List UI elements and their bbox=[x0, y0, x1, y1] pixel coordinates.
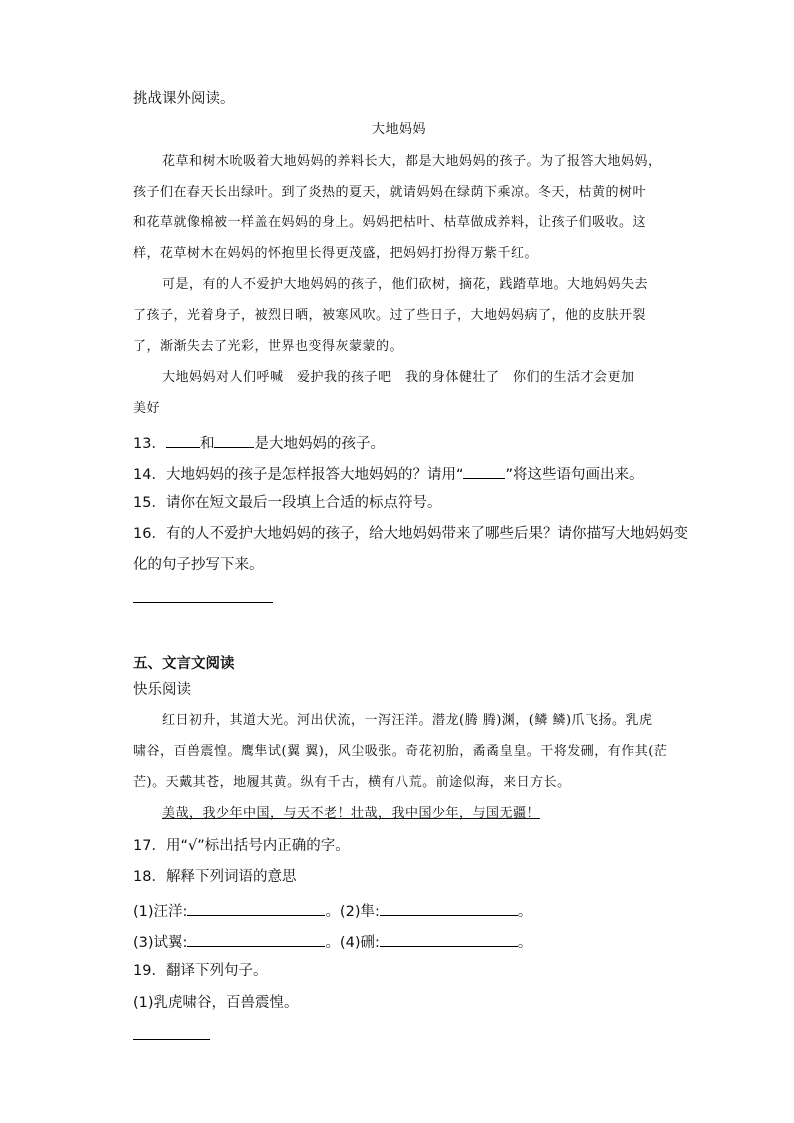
passage-line: 美好 bbox=[133, 401, 161, 416]
answer-blank[interactable] bbox=[187, 902, 325, 916]
answer-blank[interactable] bbox=[187, 933, 325, 947]
answer-line-q16[interactable] bbox=[133, 602, 273, 603]
passage-line: 大地妈妈对人们呼喊 爱护我的孩子吧 我的身体健壮了 你们的生活才会更加 bbox=[162, 370, 635, 385]
question-15: 15．请你在短文最后一段填上合适的标点符号。 bbox=[133, 495, 442, 511]
question-17: 17．用“√”标出括号内正确的字。 bbox=[133, 838, 350, 854]
passage-title: 大地妈妈 bbox=[372, 122, 427, 137]
classical-line: 芒)。天戴其苍，地履其黄。纵有千古，横有八荒。前途似海，来日方长。 bbox=[133, 775, 571, 790]
intro-line: 挑战课外阅读。 bbox=[133, 91, 235, 107]
passage-line: 可是，有的人不爱护大地妈妈的孩子，他们砍树，摘花，践踏草地。大地妈妈失去 bbox=[162, 277, 649, 292]
answer-blank[interactable] bbox=[166, 434, 200, 448]
q16-line: 16．有的人不爱护大地妈妈的孩子，给大地妈妈带来了哪些后果？请你描写大地妈妈变 bbox=[133, 526, 688, 542]
classical-line: 啸谷，百兽震惶。鹰隼试(翼 翼)，风尘吸张。奇花初胎，矞矞皇皇。干将发硎，有作其(茫 bbox=[133, 744, 668, 759]
q18-item-1: (1)汪洋: bbox=[133, 904, 188, 920]
classical-underlined-line: 美哉，我少年中国，与天不老！壮哉，我中国少年，与国无疆！ bbox=[162, 806, 541, 821]
question-18-row-1 bbox=[133, 902, 532, 920]
q18-item-2: 。(2)隼: bbox=[325, 904, 380, 920]
q13-number: 13． bbox=[133, 436, 166, 452]
passage-line: 了孩子，光着身子，被烈日晒，被寒风吹。过了些日子，大地妈妈病了，他的皮肤开裂 bbox=[133, 308, 647, 323]
q18-end: 。 bbox=[517, 904, 533, 920]
question-18-row-2 bbox=[133, 933, 532, 951]
q18-item-3: (3)试翼: bbox=[133, 935, 188, 951]
answer-line-q19[interactable] bbox=[133, 1039, 210, 1040]
q16-line: 化的句子抄写下来。 bbox=[133, 557, 264, 573]
passage-line: 花草和树木吮吸着大地妈妈的养料长大，都是大地妈妈的孩子。为了报答大地妈妈， bbox=[162, 154, 662, 169]
answer-blank[interactable] bbox=[214, 434, 254, 448]
q18-end: 。 bbox=[517, 935, 533, 951]
underline-symbol bbox=[463, 465, 505, 479]
passage-line: 孩子们在春天长出绿叶。到了炎热的夏天，就请妈妈在绿荫下乘凉。冬天，枯黄的树叶 bbox=[133, 185, 647, 200]
question-19: 19．翻译下列句子。 bbox=[133, 963, 268, 979]
q18-item-4: 。(4)硎: bbox=[325, 935, 380, 951]
section-heading: 五、文言文阅读 bbox=[133, 656, 235, 672]
question-18: 18．解释下列词语的意思 bbox=[133, 869, 297, 885]
q14-text-a: 14．大地妈妈的孩子是怎样报答大地妈妈的？请用“ bbox=[133, 467, 464, 483]
passage-line: 了，渐渐失去了光彩，世界也变得灰蒙蒙的。 bbox=[133, 339, 404, 354]
classical-line: 红日初升，其道大光。河出伏流，一泻汪洋。潜龙(腾 腾)渊，(鳞 鳞)爪飞扬。乳虎 bbox=[162, 713, 653, 728]
section-subheading: 快乐阅读 bbox=[133, 682, 191, 698]
answer-blank[interactable] bbox=[380, 933, 518, 947]
q14-text-b: ”将这些语句画出来。 bbox=[505, 467, 644, 483]
passage-line: 和花草就像棉被一样盖在妈妈的身上。妈妈把枯叶、枯草做成养料，让孩子们吸收。这 bbox=[133, 215, 647, 230]
q13-mid: 和 bbox=[199, 436, 215, 452]
question-14 bbox=[133, 465, 643, 483]
q13-end: 是大地妈妈的孩子。 bbox=[254, 436, 385, 452]
answer-blank[interactable] bbox=[380, 902, 518, 916]
question-13 bbox=[133, 434, 385, 452]
passage-line: 样，花草树木在妈妈的怀抱里长得更茂盛，把妈妈打扮得万紫千红。 bbox=[133, 246, 539, 261]
question-19-item-1: (1)乳虎啸谷，百兽震惶。 bbox=[133, 995, 299, 1011]
